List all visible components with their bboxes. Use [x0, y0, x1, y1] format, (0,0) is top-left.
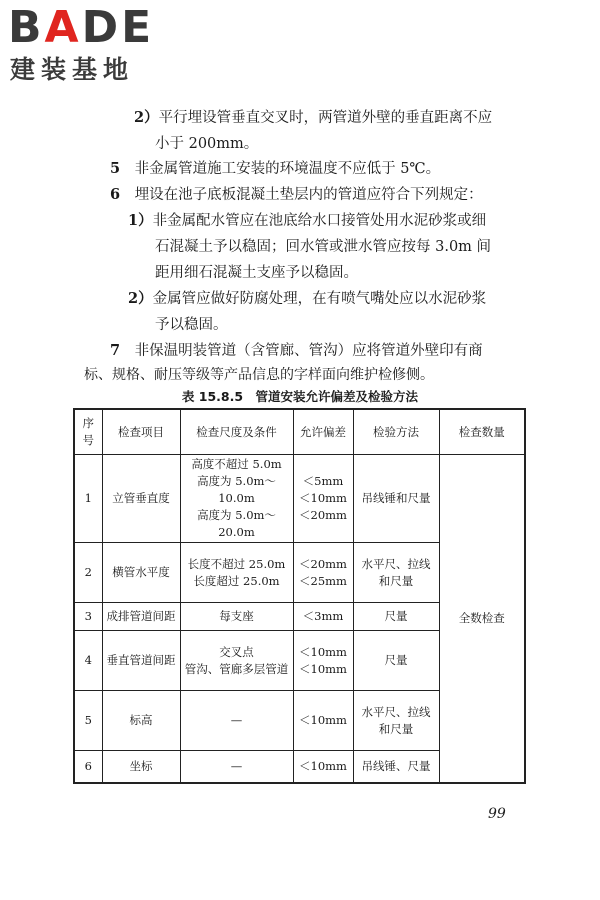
- paragraph-6-1-line-1: 1）非金属配水管应在池底给水口接管处用水泥砂浆或细: [128, 212, 487, 229]
- row-item: 垂直管道间距: [102, 631, 180, 691]
- logo-subtitle: 建装基地: [10, 55, 135, 84]
- row-no: 1: [74, 455, 102, 543]
- row-no: 4: [74, 631, 102, 691]
- table-header-row: [74, 409, 525, 455]
- paragraph-7-line-1: 7 非保温明装管道（含管廊、管沟）应将管道外壁印有商: [110, 342, 483, 359]
- paragraph-2-line-2: 小于 200mm。: [155, 136, 259, 152]
- paragraph-6: 6 埋设在池子底板混凝土垫层内的管道应符合下列规定：: [110, 186, 483, 203]
- row-conditions: —: [180, 691, 293, 751]
- paragraph-6-1-line-2: 石混凝土予以稳固；回水管或泄水管应按每 3.0m 间: [155, 239, 492, 255]
- row-tolerance: ＜10mm: [293, 691, 353, 751]
- row-conditions: 长度不超过 25.0m 长度超过 25.0m: [180, 543, 293, 603]
- row-item: 立管垂直度: [102, 455, 180, 543]
- paragraph-6-1-line-3: 距用细石混凝土支座予以稳固。: [155, 265, 358, 281]
- row-tolerance: ＜20mm ＜25mm: [293, 543, 353, 603]
- logo-wordmark: BADE: [8, 2, 155, 53]
- row-item: 横管水平度: [102, 543, 180, 603]
- header-tolerance: 允许偏差: [293, 409, 353, 455]
- row-item: 标高: [102, 691, 180, 751]
- row-method: 水平尺、拉线 和尺量: [353, 691, 439, 751]
- row-method: 吊线锤、尺量: [353, 751, 439, 783]
- paragraph-2-line-1: 2）平行埋设管垂直交叉时，两管道外壁的垂直距离不应: [134, 109, 493, 126]
- row-method: 吊线锤和尺量: [353, 455, 439, 543]
- paragraph-6-2-line-2: 予以稳固。: [155, 317, 228, 333]
- logo-accent-letter: A: [44, 2, 82, 53]
- row-tolerance: ＜10mm: [293, 751, 353, 783]
- row-no: 3: [74, 603, 102, 631]
- header-item: 检查项目: [102, 409, 180, 455]
- row-tolerance: ＜5mm ＜10mm ＜20mm: [293, 455, 353, 543]
- header-conditions: 检查尺度及条件: [180, 409, 293, 455]
- brand-logo: [8, 4, 178, 86]
- quantity-cell: 全数检查: [439, 455, 525, 783]
- header-quantity: 检查数量: [439, 409, 525, 455]
- paragraph-7-line-2: 标、规格、耐压等级等产品信息的字样面向维护检修侧。: [84, 367, 434, 383]
- row-item: 成排管道间距: [102, 603, 180, 631]
- header-method: 检验方法: [353, 409, 439, 455]
- row-conditions: 高度不超过 5.0m 高度为 5.0m～10.0m 高度为 5.0m～20.0m: [180, 455, 293, 543]
- row-method: 尺量: [353, 631, 439, 691]
- table-row: [74, 455, 525, 543]
- row-no: 5: [74, 691, 102, 751]
- table-caption: 表 15.8.5 管道安装允许偏差及检验方法: [181, 389, 419, 404]
- row-conditions: —: [180, 751, 293, 783]
- page-number: 99: [488, 806, 506, 822]
- row-tolerance: ＜3mm: [293, 603, 353, 631]
- row-no: 2: [74, 543, 102, 603]
- row-no: 6: [74, 751, 102, 783]
- paragraph-5: 5 非金属管道施工安装的环境温度不应低于 5℃。: [110, 160, 441, 177]
- row-method: 尺量: [353, 603, 439, 631]
- paragraph-6-2-line-1: 2）金属管应做好防腐处理，在有喷气嘴处应以水泥砂浆: [128, 290, 487, 307]
- tolerance-table: [73, 408, 526, 784]
- row-conditions: 交叉点 管沟、管廊多层管道: [180, 631, 293, 691]
- header-no: 序号: [74, 409, 102, 455]
- row-conditions: 每支座: [180, 603, 293, 631]
- row-method: 水平尺、拉线 和尺量: [353, 543, 439, 603]
- row-item: 坐标: [102, 751, 180, 783]
- row-tolerance: ＜10mm ＜10mm: [293, 631, 353, 691]
